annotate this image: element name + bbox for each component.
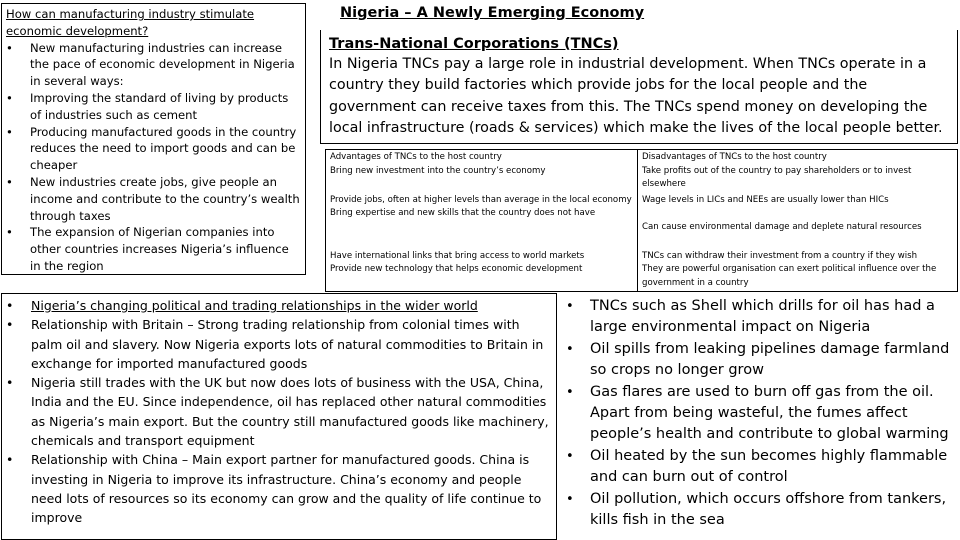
environment-bullet: • Oil heated by the sun becomes highly flammable and can burn out of control xyxy=(562,446,956,489)
disadvantages-heading: Disadvantages of TNCs to the host country xyxy=(642,152,827,162)
relationships-bullet: • Nigeria still trades with the UK but now does lots of business with the USA, China, India and the EU. Since independence, oil has replaced other natural commodities as Nigeria’s main export. But the country still manufactured goods like machinery, chemicals and transport equipment xyxy=(6,373,552,450)
relationships-box xyxy=(1,293,557,540)
tnc-body: In Nigeria TNCs pay a large role in industrial development. When TNCs operate in a country they build factories which provide jobs for the local people and the government can receive taxes from this. The TNCs spend money on developing the local infrastructure (roads & services) which make the lives of the local people better. xyxy=(329,56,943,137)
manufacturing-bullet: • New manufacturing industries can increase the pace of economic development in Nigeria in several ways: xyxy=(6,40,301,90)
disadvantage-item: TNCs can withdraw their investment from a country if they wish xyxy=(642,250,918,261)
environment-bullet: • TNCs such as Shell which drills for oil has had a large environmental impact on Nigeria xyxy=(562,296,956,339)
relationships-heading: • Nigeria’s changing political and trading relationships in the wider world xyxy=(6,296,552,315)
manufacturing-heading: How can manufacturing industry stimulate economic development? xyxy=(6,7,255,38)
table-cell xyxy=(326,150,638,193)
manufacturing-bullet: • Improving the standard of living by products of industries such as cement xyxy=(6,90,301,124)
tnc-advantages-table xyxy=(325,149,958,292)
table-cell xyxy=(638,193,958,249)
table-row xyxy=(326,150,958,193)
relationships-bullet: • Relationship with Britain – Strong trading relationship from colonial times with palm oil and slavery. Now Nigeria exports lots of natural commodities to Britain in exchange for imported manufactured goods xyxy=(6,315,552,373)
environment-bullet: • Gas flares are used to burn off gas from the oil. Apart from being wasteful, the fumes affect people’s health and contribute to global warming xyxy=(562,382,956,446)
advantage-item: Bring new investment into the country’s economy xyxy=(330,165,546,176)
manufacturing-list xyxy=(6,40,301,275)
manufacturing-box xyxy=(1,3,306,275)
advantage-item: Provide jobs, often at higher levels than average in the local economy xyxy=(330,194,632,205)
table-cell xyxy=(326,193,638,249)
environment-bullet: • Oil pollution, which occurs offshore from tankers, kills fish in the sea xyxy=(562,489,956,532)
disadvantage-item: They are powerful organisation can exert political influence over the government in a country xyxy=(642,264,937,288)
relationships-bullet: • Relationship with China – Main export partner for manufactured goods. China is investing in Nigeria to improve its infrastructure. China’s economy and people need lots of resources so its economy can grow and the quality of life continue to improve xyxy=(6,450,552,527)
manufacturing-bullet: • The expansion of Nigerian companies into other countries increases Nigeria’s influence in the region xyxy=(6,224,301,274)
disadvantage-item: Wage levels in LICs and NEEs are usually lower than HICs xyxy=(642,194,889,205)
advantage-item: Bring expertise and new skills that the country does not have xyxy=(330,208,596,219)
page-title: Nigeria – A Newly Emerging Economy xyxy=(340,5,645,21)
table-cell xyxy=(638,150,958,193)
table-row xyxy=(326,249,958,292)
disadvantage-item: Take profits out of the country to pay shareholders or to invest elsewhere xyxy=(642,165,912,190)
table-cell xyxy=(638,249,958,292)
environment-list xyxy=(562,296,956,531)
manufacturing-bullet: • New industries create jobs, give people an income and contribute to the country’s wealth through taxes xyxy=(6,174,301,224)
tnc-heading: Trans-National Corporations (TNCs) xyxy=(329,36,619,52)
table-row xyxy=(326,193,958,249)
environment-box xyxy=(558,293,960,540)
manufacturing-bullet: • Producing manufactured goods in the country reduces the need to import goods and can be cheaper xyxy=(6,124,301,174)
disadvantage-item: Can cause environmental damage and deplete natural resources xyxy=(642,222,922,233)
relationships-list xyxy=(6,296,552,528)
environment-bullet: • Oil spills from leaking pipelines damage farmland so crops no longer grow xyxy=(562,339,956,382)
tnc-box xyxy=(320,30,958,144)
table-cell xyxy=(326,249,638,292)
advantage-item: Provide new technology that helps economic development xyxy=(330,264,583,275)
advantages-heading: Advantages of TNCs to the host country xyxy=(330,152,502,162)
advantage-item: Have international links that bring access to world markets xyxy=(330,250,585,261)
